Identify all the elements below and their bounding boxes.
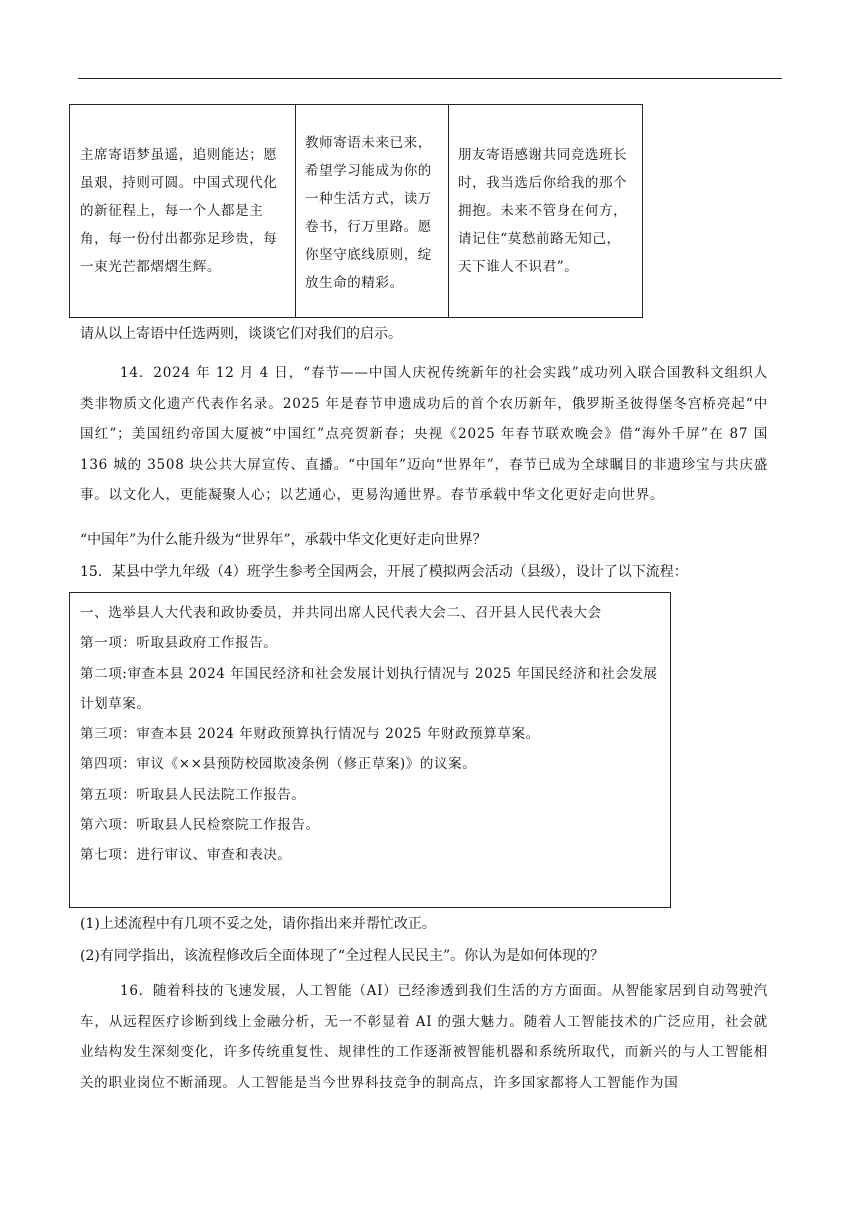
procedure-item: 第三项：审查本县 2024 年财政预算执行情况与 2025 年财政预算草案。	[80, 726, 540, 743]
quote-text: 主席寄语梦虽遥，追则能达；愿虽艰，持则可圆。中国式现代化的新征程上，每一个人都是主角，每一份付出都弥足珍贵，每一束光芒都熠熠生辉。	[80, 147, 278, 275]
procedure-item: 第四项：审议《××县预防校园欺凌条例（修正草案)》的议案。	[80, 756, 477, 773]
q15-procedure-box	[69, 592, 671, 908]
quote-cell-teacher	[296, 105, 449, 317]
quote-text: 朋友寄语感谢共同竞选班长时，我当选后你给我的那个拥抱。未来不管身在何方，请记住“莫愁前路无知己，天下谁人不识君”。	[458, 147, 628, 275]
q15-subquestion-1: (1)上述流程中有几项不妥之处，请你指出来并帮忙改正。	[80, 916, 436, 932]
procedure-item: 第七项：进行审议、审查和表决。	[80, 847, 292, 864]
procedure-title: 一、选举县人大代表和政协委员，并共同出席人民代表大会二、召开县人民代表大会	[80, 605, 602, 621]
quotes-table	[69, 104, 643, 318]
procedure-item: 第二项:审查本县 2024 年国民经济和社会发展计划执行情况与 2025 年国民经济和社会发展计划草案。	[80, 665, 658, 712]
procedure-item: 第五项：听取县人民法院工作报告。	[80, 786, 306, 803]
quote-cell-friend	[449, 105, 642, 317]
header-rule	[78, 78, 782, 79]
q15-subquestion-2: (2)有同学指出，该流程修改后全面体现了“全过程人民民主”。你认为是如何体现的？	[80, 948, 605, 964]
quote-cell-chairman	[70, 105, 296, 317]
q14-question: “中国年”为什么能升级为“世界年”，承载中华文化更好走向世界？	[80, 532, 487, 548]
procedure-item: 第六项：听取县人民检察院工作报告。	[80, 817, 320, 834]
quote-text: 教师寄语未来已来，希望学习能成为你的一种生活方式，读万卷书，行万里路。愿你坚守底线原则，绽放生命的精彩。	[305, 135, 432, 291]
q14-material: 14．2024 年 12 月 4 日，“春节——中国人庆祝传统新年的社会实践”成功列入联合国教科文组织人类非物质文化遗产代表作名录。2025 年是春节申遗成功后的首个农历新年，俄罗斯圣彼得堡冬宫桥亮起“中国红”；美国纽约帝国大厦被“中国红”点亮贺新春；央视《2025 年春节联欢晚会》借“海外千屏”在 87 国 136 城的 3508 块公共大屏宣传、直播。“中国年”迈向“世界年”，春节已成为全球瞩目的非遗珍宝与共庆盛事。以文化人，更能凝聚人心；以艺通心，更易沟通世界。春节承载中华文化更好走向世界。	[80, 365, 768, 503]
q16-material: 16．随着科技的飞速发展，人工智能（AI）已经渗透到我们生活的方方面面。从智能家居到自动驾驶汽车，从远程医疗诊断到线上金融分析，无一不彰显着 AI 的强大魅力。随着人工智能技术的广泛应用，社会就业结构发生深刻变化，许多传统重复性、规律性的工作逐渐被智能机器和系统所取代，而新兴的与人工智能相关的职业岗位不断涌现。人工智能是当今世界科技竞争的制高点，许多国家都将人工智能作为国	[80, 983, 769, 1091]
procedure-item: 第一项：听取县政府工作报告。	[80, 635, 278, 652]
q15-intro: 15．某县中学九年级（4）班学生参考全国两会，开展了模拟两会活动（县级），设计了以下流程：	[80, 564, 688, 580]
q13-question: 请从以上寄语中任选两则，谈谈它们对我们的启示。	[80, 326, 402, 342]
